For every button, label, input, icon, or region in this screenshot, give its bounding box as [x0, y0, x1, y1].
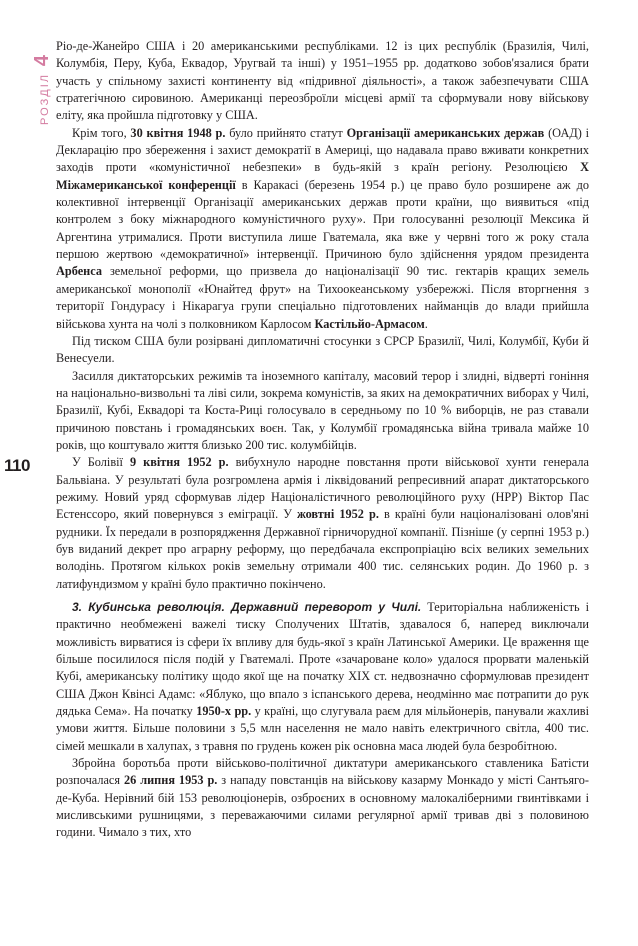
emphasis-term: 30 квітня 1948 р. — [130, 125, 226, 140]
text-run: Територіальна наближеність і практично необмежені важелі тиску Сполучених Штатів, здавалося б, наперед виключали можливість вирватися із сфери їх впливу для будь-якої з країн Латинської Америки. Це враження ще більше посилилося після подій у Гватемалі. Проте «зачароване коло» удалося прорвати маленькій Кубі, американську політику щодо якої ще на початку XIX ст. недвозначно сформулював президент США Джон Квінсі Адамс: «Яблуко, що впало з іспанського дерева, неодмінно має потрапити до рук дядька Сема». На початку — [56, 600, 589, 719]
emphasis-term: жовтні 1952 р. — [296, 507, 379, 522]
paragraph — [56, 38, 589, 125]
section-label: РОЗДІЛ — [39, 72, 51, 126]
body-text — [56, 38, 589, 842]
text-run: було прийнято статут — [225, 125, 347, 140]
text-run: з нападу повстанців на військову казарму Монкадо у місті Сантьяго-де-Куба. Нерівний бій 153 революціонерів, озброєних в основному малокаліберними гвинтівками і мисливськими рушницями, з переважаючими силами регулярної армії тривав дві з половиною години. Чимало з тих, хто — [56, 773, 589, 840]
page-number: 110 — [4, 456, 30, 475]
text-run: Крім того, — [72, 125, 131, 140]
paragraph — [56, 755, 589, 842]
paragraph — [56, 333, 589, 368]
text-run: Ріо-де-Жанейро США і 20 американськими республіками. 12 із цих республік (Бразилія, Чилі, Колумбія, Перу, Куба, Еквадор, Уругвай та інші) у 1951–1955 рр. додатково зобов'язалися брати участь у спільному захисті континенту від «підривної діяльності», а також забезпечувати США стратегічною сировиною. Американці переозброїли місцеві армії та сформували нову військову еліту, яка пройшла підготовку у США. — [56, 39, 589, 123]
emphasis-term: 26 липня 1953 р. — [123, 773, 218, 788]
text-run: Збройна боротьба проти військово-політичної диктатури американського ставленика Батісти розпочалася — [56, 756, 589, 788]
text-run: Під тиском США були розірвані дипломатичні стосунки з СРСР Бразилії, Чилі, Колумбії, Куби й Венесуели. — [56, 333, 589, 366]
text-run: вибухнуло народне повстання проти військової хунти генерала Бальвіана. У результаті була розгромлена армія і ліквідований репресивний апарат диктаторського режиму. Новий уряд сформував лідер Націоналістичного революційного руху (НРР) Віктор Пас Естенссоро, який повернувся з еміграції. У — [56, 455, 589, 522]
text-run: в Каракасі (березень 1954 р.) це право було розширене аж до колективної інтервенції Організації американських держав проти країни, що виявиться «під контролем з боку міжнародного комуністичного руху». При голосуванні резолюції Мексика й Аргентина утрималися. Проти виступила лише Гватемала, яка вже у червні того ж року стала першою жертвою «демократичної» інтервенції. Причиною було здійснення урядом президента — [56, 177, 589, 262]
emphasis-term: 9 квітня 1952 р. — [129, 455, 229, 470]
text-run: в країні були націоналізовані олов'яні рудники. Їх передали в розпорядження Державної гірничорудної компанії. Пізніше (у серпні 1953 р.) був виданий декрет про аграрну реформу, що передбачала експропріацію всіх великих земельних володінь. Протягом кількох років земельну отримали 400 тис. селянських родин. До 1960 р. з латифундизмом у країні було практично покінчено. — [56, 507, 589, 591]
text-run: Засилля диктаторських режимів та іноземного капіталу, масовий терор і злидні, відверті гоніння на національно-визвольні та ліві сили, зокрема комуністів, за яких на демократичних виборах у Чилі, Бразилії, Кубі, Еквадорі та Коста-Риці голосувало в середньому по 10 % виборців, не раз ставали причиною повстань і громадянських воєн. Так, у Колумбії громадянська війна тривала майже 10 років, що коштувало життя близько 200 тис. колумбійців. — [56, 368, 589, 452]
section-heading-paragraph — [56, 599, 589, 755]
paragraph — [56, 368, 589, 455]
text-run: земельної реформи, що призвела до націоналізації 90 тис. гектарів кращих земель американської монополії «Юнайтед фрут» на Тихоокеанському узбережжі. Після вторгнення з території Гондурасу і Нікарагуа групи спеціально підготовлених найманців до влади прийшла військова хунта на чолі з полковником Карлосом — [56, 264, 589, 331]
emphasis-term: Організації американських держав — [346, 125, 545, 140]
emphasis-term: Арбенса — [56, 264, 103, 279]
section-number: 4 — [31, 54, 54, 67]
paragraph — [56, 125, 589, 333]
section-heading: 3. Кубинська революція. Державний переворот у Чилі. — [72, 600, 422, 614]
emphasis-term: Кастільйо-Армасом — [314, 316, 425, 331]
emphasis-term: 1950-х рр. — [196, 704, 252, 719]
text-run: у країні, що слугувала раєм для мільйонерів, панували жахливі умови життя. Більше половини з 5,5 млн населення не мало навіть електричного світла, 400 тис. сімей мешкали в халупах, з травня по грудень кожен рік основна маса людей була безробітною. — [56, 704, 590, 753]
paragraph — [56, 454, 589, 593]
text-run: . — [424, 316, 428, 331]
section-marker — [33, 35, 55, 145]
emphasis-term: X Міжамериканської конференції — [56, 160, 589, 192]
text-run: (ОАД) і Декларацію про збереження і захист демократії в Америці, що надавала право вживати конкретних заходів проти «комуністичної небезпеки» в будь-якій з країн регіону. Резолюцією — [56, 125, 589, 175]
text-run: У Болівії — [72, 455, 130, 470]
